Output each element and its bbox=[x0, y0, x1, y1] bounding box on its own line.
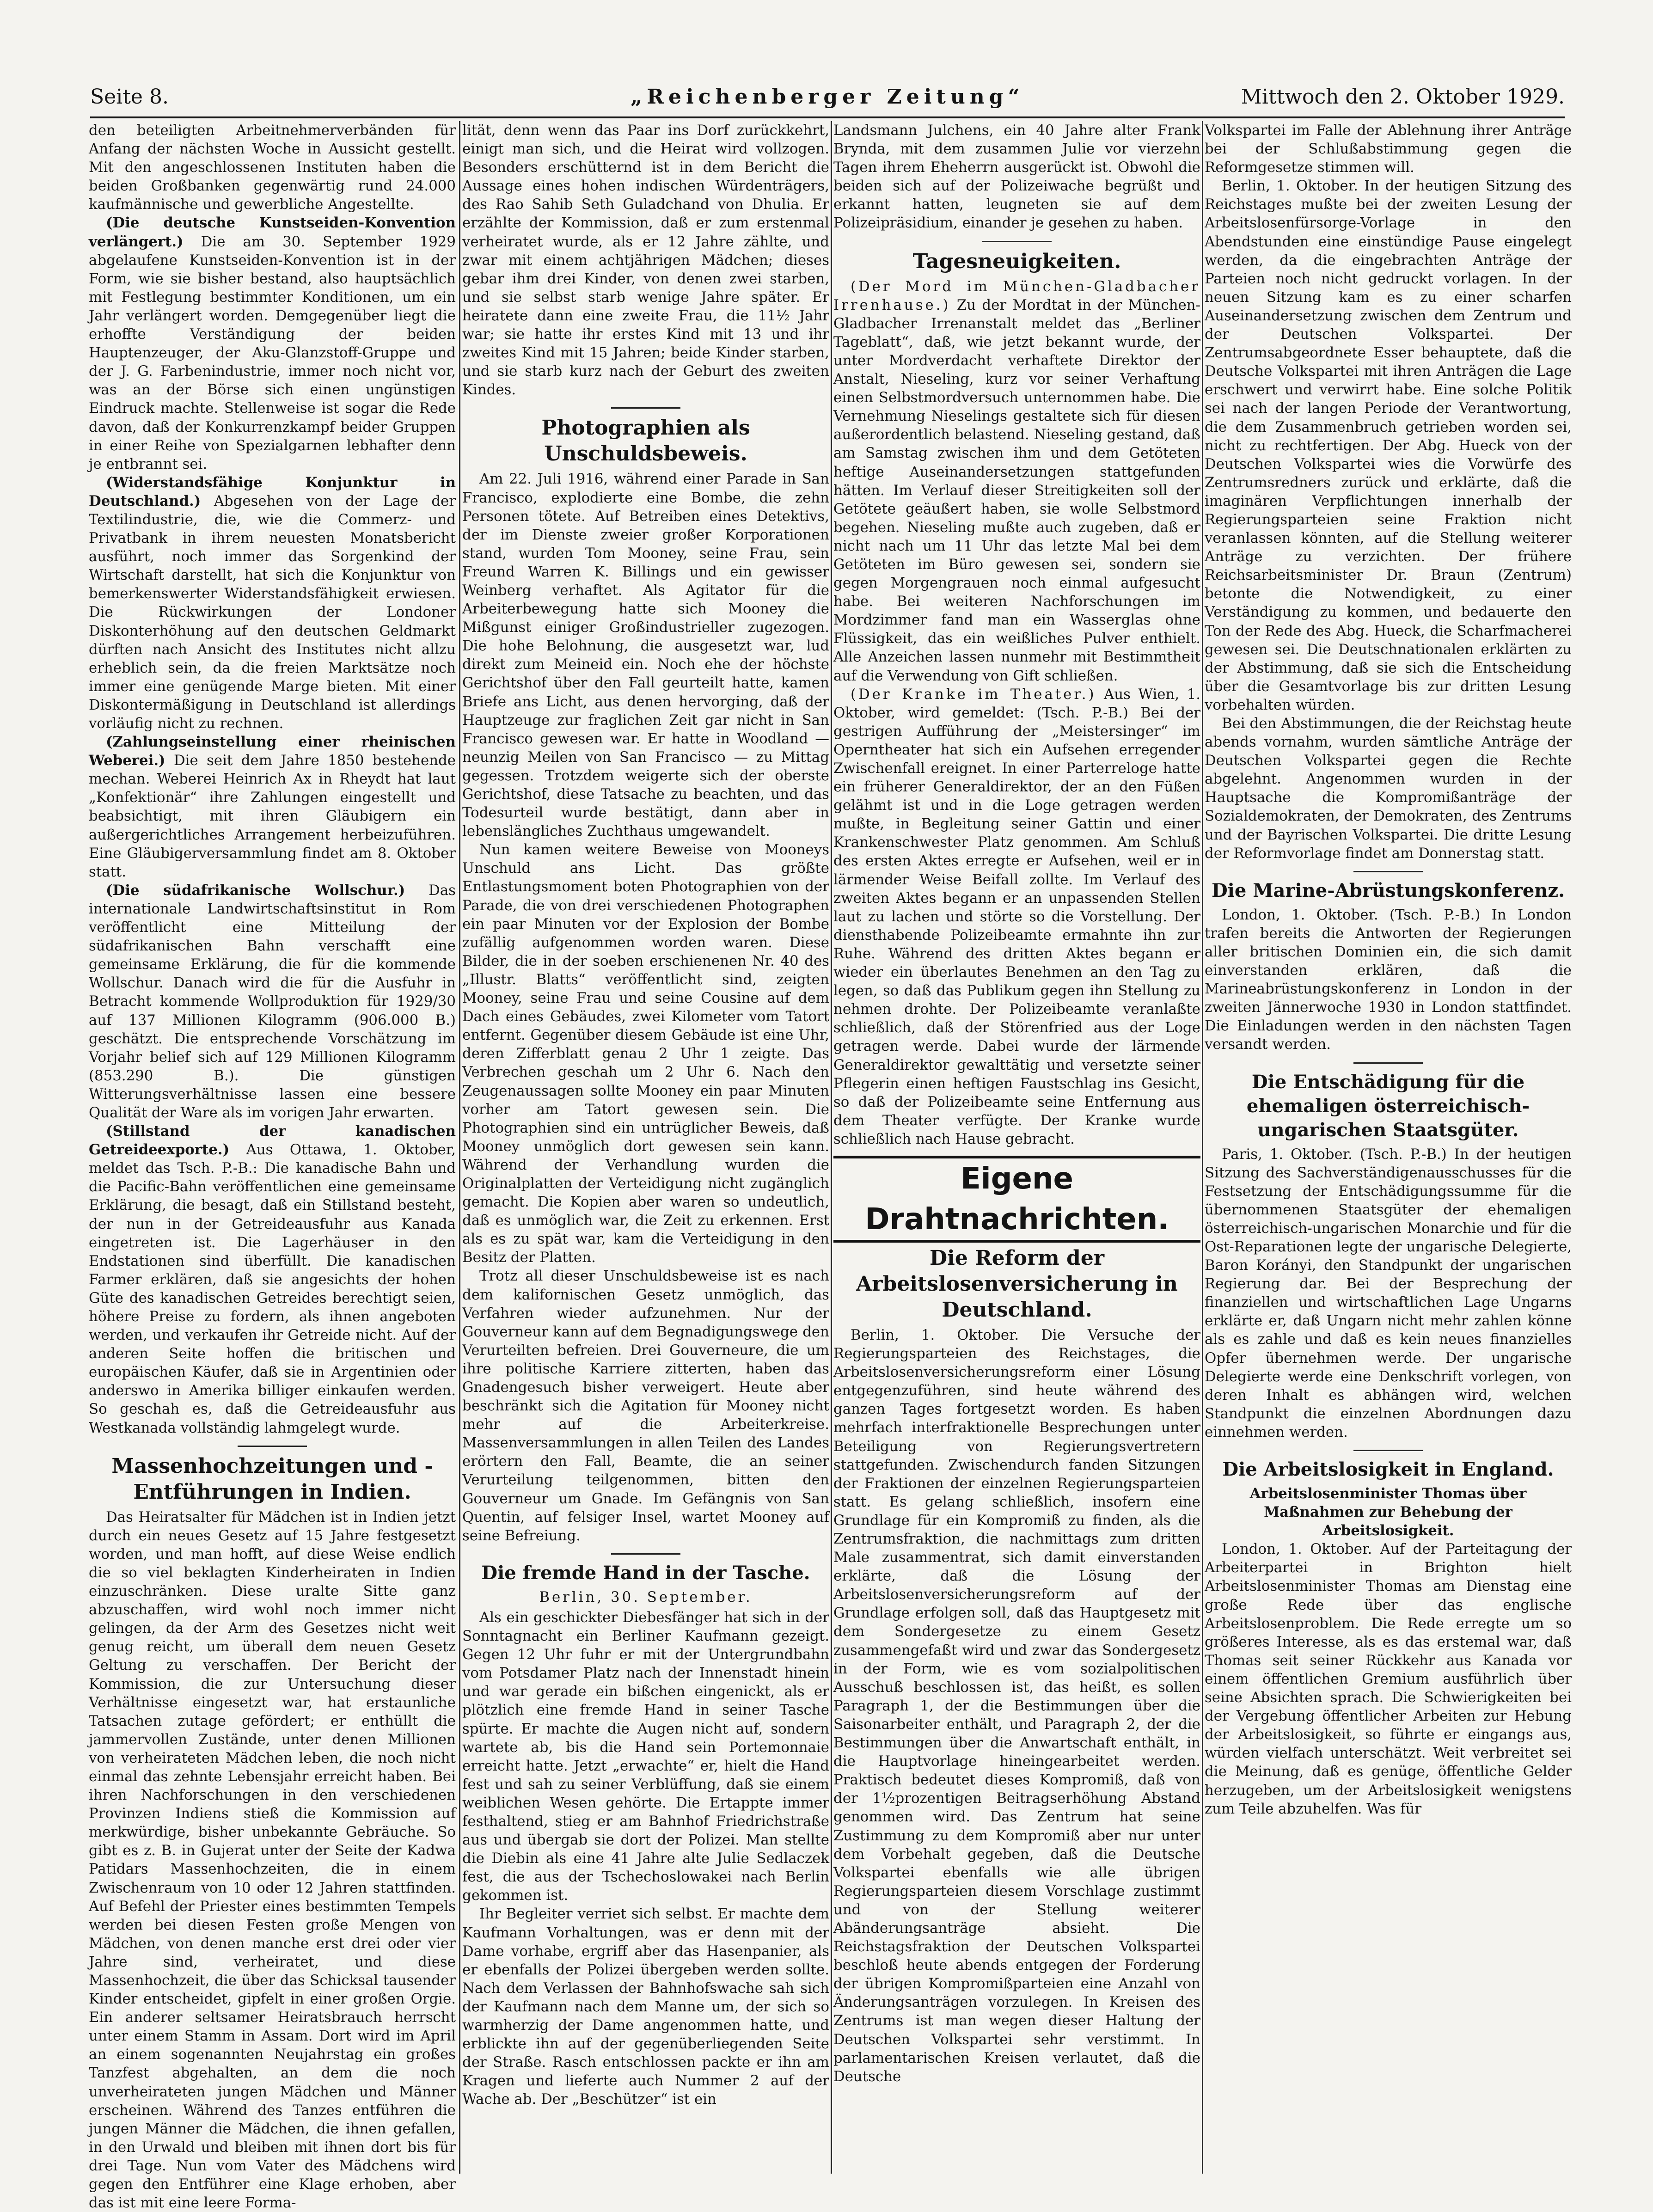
dateline: Berlin, 30. September. bbox=[539, 1588, 753, 1605]
paragraph: Ihr Begleiter verriet sich selbst. Er machte dem Kaufmann Vorhaltungen, was er denn mit der Dame vorhabe, ergriff aber das Hasenpanier, als er ebenfalls der Polizei übergeben werden sollte. Nach dem Verlassen der Bahnhofswache sah sich der Kaufmann nach dem Manne um, der sich so warmherzig der Dame angenommen hatte, und erblickte ihn auf der gegenüberliegenden Seite der Straße. Rasch entschlossen packte er ihn am Kragen und lieferte auch Nummer 2 auf der Wache ab. Der „Beschützer“ ist ein bbox=[462, 1906, 829, 2108]
paragraph: (Stillstand der kanadischen Getreideexporte.) Aus Ottawa, 1. Oktober, meldet das Tsch. P.-B.: Die kanadische Bahn und die Pacific-Bahn veröffentlichen eine gemeinsame Erklärung, die besagt, daß ein Stillstand besteht, der nun in der Getreideausfuhr aus Kanada eingetreten ist. Die Lagerhäuser in den Endstationen sind überfüllt. Die kanadischen Farmer erklären, daß sie angesichts der hohen Güte des kanadischen Getreides berechtigt seien, höhere Preise zu fordern, als ihnen angeboten werden, und verkaufen ihr Getreide nicht. Auf der anderen Seite hoffen die britischen und europäischen Käufer, daß sie in Argentinien oder anderswo in Amerika billiger einkaufen werden. So geschah es, daß die Getreideausfuhr aus Westkanada vollständig lahmgelegt wurde. bbox=[89, 1123, 456, 1436]
paragraph: lität, denn wenn das Paar ins Dorf zurückkehrt, einigt man sich, und die Heirat wird vollzogen. Besonders erschütternd ist in dem Bericht die Aussage eines hohen indischen Würdenträgers, des Rao Sahib Seth Guladchand von Dhulia. Er erzählte der Kommission, daß er zum erstenmal verheiratet wurde, als er 12 Jahre zählte, und zwar mit einem achtjährigen Mädchen; dieses gebar ihm drei Kinder, von denen zwei starben, und sie selbst starb wenige Jahre später. Er heiratete dann eine zweite Frau, die 11½ Jahr war; sie hatte ihr erstes Kind mit 13 und ihr zweites Kind mit 15 Jahren; beide Kinder starben, und sie starb kurz nach der Geburt des zweiten Kindes. bbox=[462, 122, 829, 398]
page-header bbox=[90, 81, 1565, 113]
paragraph: London, 1. Oktober. Auf der Parteitagung der Arbeiterpartei in Brighton hielt Arbeitslosenminister Thomas am Dienstag eine große Rede über das englische Arbeitslosenproblem. Die Rede erregte um so größeres Interesse, als es das erstemal war, daß Thomas seit seiner Rückkehr aus Kanada vor einem öffentlichen Gremium ausführlich über seine Absichten sprach. Die Schwierigkeiten bei der Vergebung öffentlicher Arbeiten zur Hebung der Arbeitslosigkeit, so führte er eingangs aus, würden vielfach unterschätzt. Weit verbreitet sei die Meinung, daß es genüge, öffentliche Gelder herzugeben, um der Arbeitslosigkeit wenigstens zum Teile abzuhelfen. Was für bbox=[1205, 1541, 1572, 1817]
article-headline: Photographien als Unschuldsbeweis. bbox=[541, 416, 750, 466]
column-2 bbox=[462, 121, 829, 2174]
section-headline: Tagesneuigkeiten. bbox=[912, 249, 1121, 273]
paragraph-heading: (Widerstandsfähige Konjunktur in Deutschland.) bbox=[89, 474, 456, 509]
section-banner: Eigene Drahtnachrichten. bbox=[833, 1156, 1200, 1243]
article-headline: Die fremde Hand in der Tasche. bbox=[481, 1562, 810, 1584]
paragraph-heading: (Der Kranke im Theater.) bbox=[850, 686, 1096, 703]
paragraph: Das Heiratsalter für Mädchen ist in Indien jetzt durch ein neues Gesetz auf 15 Jahre festgesetzt worden, und man hofft, auf diese Weise endlich die so viel beklagten Kinderheiraten in Indien einzuschränken. Diese uralte Sitte ganz abzuschaffen, wird wohl noch immer nicht gelingen, da der Arm des Gesetzes nicht weit genug reicht, um überall dem neuen Gesetz Geltung zu verschaffen. Der Bericht der Kommission, die zur Untersuchung dieser Verhältnisse eingesetzt war, hat erstaunliche Tatsachen zutage gefördert; er enthüllt die jammervollen Zustände, unter denen Millionen von verheirateten Mädchen leben, die noch nicht einmal das zehnte Lebensjahr erreicht haben. Bei ihren Nachforschungen in den verschiedenen Provinzen Indiens stieß die Kommission auf merkwürdige, bisher unbekannte Gebräuche. So gibt es z. B. in Gujerat unter der Seite der Kadwa Patidars Massenhochzeiten, die in einem Zwischenraum von 10 oder 12 Jahren stattfinden. Auf Befehl der Priester eines bestimmten Tempels werden bei diesen Festen große Mengen von Mädchen, von denen manche erst drei oder vier Jahre sind, verheiratet, und diese Massenhochzeit, die über das Schicksal tausender Kinder entscheidet, gipfelt in einer großen Orgie. Ein anderer seltsamer Heiratsbrauch herrscht unter einem Stamm in Assam. Dort wird im April an einem sogenannten Neujahrstag ein großes Tanzfest abgehalten, an dem die noch unverheirateten jungen Mädchen und Männer erscheinen. Während des Tanzes entführen die jungen Männer die Mädchen, die ihnen gefallen, in den Urwald und bleiben mit ihnen dort bis für drei Tage. Nun vom Vater des Mädchens wird gegen den Entführer eine Klage erhoben, aber das ist mit eine leere Forma- bbox=[89, 1508, 456, 2212]
paragraph-heading: (Zahlungseinstellung einer rheinischen Weberei.) bbox=[89, 734, 456, 769]
paragraph-heading: (Stillstand der kanadischen Getreideexporte.) bbox=[89, 1123, 456, 1158]
paragraph: (Die deutsche Kunstseiden-Konvention verlängert.) Die am 30. September 1929 abgelaufene Kunstseiden-Konvention ist in der Form, wie sie bisher bestand, also hauptsächlich mit Festlegung bestimmter Konditionen, um ein Jahr verlängert worden. Demgegenüber liegt die erhoffte Verständigung der beiden Hauptenzeuger, der Aku-Glanzstoff-Gruppe und der J. G. Farbenindustrie, immer noch nicht vor, was an der Börse sich einen ungünstigen Eindruck machte. Stellenweise ist sogar die Rede davon, daß der Konkurrenzkampf beider Gruppen in einer Reihe von Spezialgarnen lebhafter denn je entbrannt sei. bbox=[89, 214, 456, 472]
paragraph: (Der Kranke im Theater.) Aus Wien, 1. Oktober, wird gemeldet: (Tsch. P.-B.) Bei der gestrigen Aufführung der „Meistersinger“ im Operntheater hat sich ein Aufsehen erregender Zwischenfall ereignet. In einer Parterreloge hatte ein früherer Generaldirektor, der an den Füßen gelähmt ist und in die Loge getragen werden mußte, in Begleitung seiner Gattin und einer Krankenschwester Platz genommen. Am Schluß des ersten Aktes erregte er Aufsehen, weil er in lärmender Weise Beifall zollte. Im Verlauf des zweiten Aktes begann er an unpassenden Stellen laut zu lachen und störte so die Vorstellung. Der diensthabende Polizeibeamte ermahnte ihn zur Ruhe. Während des dritten Aktes begann er wieder ein überlautes Benehmen an den Tag zu legen, so daß das Publikum gegen ihn Stellung zu nehmen drohte. Der Polizeibeamte veranlaßte schließlich, daß der Störenfried aus der Loge getragen werde. Dabei wurde der lärmende Generaldirektor gewalttätig und versetzte seiner Pflegerin einen heftigen Faustschlag ins Gesicht, so daß der Polizeibeamte seine Entfernung aus dem Theater verfügte. Der Kranke wurde schließlich nach Hause gebracht. bbox=[833, 686, 1200, 1147]
paragraph-heading: (Die südafrikanische Wollschur.) bbox=[105, 882, 405, 899]
paragraph: Nun kamen weitere Beweise von Mooneys Unschuld ans Licht. Das größte Entlastungsmoment boten Photographien von der Parade, die von drei verschiedenen Photographen ein paar Minuten vor der Explosion der Bombe zufällig aufgenommen worden waren. Diese Bilder, die in der soeben erschienenen Nr. 40 des „Illustr. Blatts“ veröffentlicht sind, zeigten Mooney, seine Frau und seine Cousine auf dem Dach eines Gebäudes, zwei Kilometer vom Tatort entfernt. Gegenüber diesem Gebäude ist eine Uhr, deren Zifferblatt genau 2 Uhr 1 zeigte. Das Verbrechen geschah um 2 Uhr 6. Nach den Zeugenaussagen sollte Mooney ein paar Minuten vorher am Tatort gewesen sein. Die Photographien sind ein untrüglicher Beweis, daß Mooney unmöglich dort gewesen sein kann. Während der Verhandlung wurden die Originalplatten der Verteidigung nicht zugänglich gemacht. Die Kopien aber waren so undeutlich, daß es unmöglich war, die Zeit zu erkennen. Erst als es zu spät war, kam die Verteidigung in den Besitz der Platten. bbox=[462, 841, 829, 1266]
paragraph: den beteiligten Arbeitnehmerverbänden für Anfang der nächsten Woche in Aussicht gestellt. Mit den angeschlossenen Instituten haben die beiden Großbanken gegenwärtig rund 24.000 kaufmännische und gewerbliche Angestellte. bbox=[89, 122, 456, 213]
paragraph: Berlin, 1. Oktober. Die Versuche der Regierungsparteien des Reichstages, die Arbeitslosenversicherungsreform einer Lösung entgegenzuführen, sind heute während des ganzen Tages fortgesetzt worden. Es haben mehrfach interfraktionelle Besprechungen unter Beteiligung von Regierungsvertretern stattgefunden. Zwischendurch fanden Sitzungen der Fraktionen der einzelnen Regierungsparteien statt. Es gelang schließlich, insofern eine Grundlage für ein Kompromiß zu finden, als die Zentrumsfraktion, die nachmittags zum dritten Male zusammentrat, sich damit einverstanden erklärte, daß die Lösung der Arbeitslosenversicherungsreform auf der Grundlage erfolgen soll, daß das Hauptgesetz mit dem Sondergesetze zu einem Gesetz zusammengefaßt wird und zwar das Sondergesetz in der Form, wie es vom sozialpolitischen Ausschuß beschlossen ist, das heißt, es sollen Paragraph 1, der die Bestimmungen über die Saisonarbeiter enthält, und Paragraph 2, der die Bestimmungen über die Anwartschaft enthält, in die Hauptvorlage hineingearbeitet werden. Praktisch bedeutet dieses Kompromiß, daß von der 1½prozentigen Beitragserhöhung Abstand genommen wird. Das Zentrum hat seine Zustimmung zu dem Kompromiß aber nur unter dem Vorbehalt gegeben, daß die Deutsche Volkspartei ebenfalls wie alle übrigen Regierungsparteien diesem Vorschlage zustimmt und von der Stellung weiterer Abänderungsanträge absieht. Die Reichstagsfraktion der Deutschen Volkspartei beschloß heute abends entgegen der Forderung der übrigen Kompromißparteien eine Anzahl von Änderungsanträgen vorzulegen. In Kreisen des Zentrums ist man wegen dieser Haltung der Deutschen Volkspartei sehr verstimmt. In parlamentarischen Kreisen verlautet, daß die Deutsche bbox=[833, 1326, 1200, 2085]
article-headline: Massenhochzeitungen und -Entführungen in Indien. bbox=[111, 1454, 433, 1504]
paragraph: (Der Mord im München-Gladbacher Irrenhause.) Zu der Mordtat in der München-Gladbacher Irrenanstalt meldet das „Berliner Tageblatt“, daß, wie jetzt bekannt wurde, der unter Mordverdacht verhaftete Direktor der Anstalt, Nieseling, kurz vor seiner Verhaftung einen Selbstmordversuch unternommen habe. Die Vernehmung Nieselings gestaltete sich für diesen außerordentlich belastend. Nieseling gestand, daß am Samstag zwischen ihm und dem Getöteten heftige Auseinandersetzungen stattgefunden hätten. Im Verlauf dieser Streitigkeiten soll der Getötete geäußert haben, sie wolle Selbstmord begehen. Nieseling mußte auch zugeben, daß er nicht nach um 11 Uhr das letzte Mal bei dem Getöteten im Büro gewesen sei, sondern sie gegen Morgengrauen noch einmal aufgesucht habe. Bei weiteren Nachforschungen im Mordzimmer fand man ein Wasserglas ohne Flüssigkeit, das ein weißliches Pulver enthielt. Alle Anzeichen lassen nunmehr mit Bestimmtheit auf die Verwendung von Gift schließen. bbox=[833, 278, 1200, 684]
paragraph: (Zahlungseinstellung einer rheinischen Weberei.) Die seit dem Jahre 1850 bestehende mechan. Weberei Heinrich Ax in Rheydt hat laut „Konfektionär“ ihre Zahlungen eingestellt und beabsichtigt, mit ihren Gläubigern ein außergerichtliches Arrangement herbeizuführen. Eine Gläubigerversammlung findet am 8. Oktober statt. bbox=[89, 734, 456, 880]
section-divider bbox=[1353, 1450, 1423, 1451]
paragraph: London, 1. Oktober. (Tsch. P.-B.) In London trafen bereits die Antworten der Regierungen aller britischen Dominien ein, die sich damit einverstanden erklären, daß die Marineabrüstungskonferenz in London in der zweiten Jännerwoche 1930 in London stattfindet. Die Einladungen werden in den nächsten Tagen versandt werden. bbox=[1205, 906, 1572, 1053]
paragraph-heading: (Die deutsche Kunstseiden-Konvention verlängert.) bbox=[89, 214, 456, 250]
article-subheadline: Arbeitslosenminister Thomas über Maßnahmen zur Behebung der Arbeitslosigkeit. bbox=[1249, 1485, 1527, 1539]
paragraph: Berlin, 1. Oktober. In der heutigen Sitzung des Reichstages mußte bei der zweiten Lesung der Arbeitslosenfürsorge-Vorlage in den Abendstunden eine einstündige Pause eingelegt werden, da die eingebrachten Anträge der Parteien noch nicht gedruckt vorlagen. In der neuen Sitzung kam es zu einer scharfen Auseinandersetzung zwischen dem Zentrum und der Deutschen Volkspartei. Der Zentrumsabgeordnete Esser behauptete, daß die Deutsche Volkspartei mit ihren Anträgen die Lage erschwert und verwirrt habe. Eine solche Politik sei nach der langen Periode der Verantwortung, die dem Zusammenbruch getrieben worden sei, nicht zu rechtfertigen. Der Abg. Hueck von der Deutschen Volkspartei wies die Vorwürfe des Zentrumsredners zurück und erklärte, daß die imaginären Verpflichtungen innerhalb der Regierungsparteien seine Fraktion nicht veranlassen könnten, auf die Stellung weiterer Anträge zu verzichten. Der frühere Reichsarbeitsminister Dr. Braun (Zentrum) betonte die Notwendigkeit, zu einer Verständigung zu kommen, und bedauerte den Ton der Rede des Abg. Hueck, die Scharfmacherei gewesen sei. Die Deutschnationalen erklärten zu der Abstimmung, daß sie sich die Entscheidung über die Gesamtvorlage bis zur dritten Lesung vorbehalten würden. bbox=[1205, 178, 1572, 713]
section-divider bbox=[1353, 871, 1423, 872]
section-divider bbox=[982, 241, 1052, 242]
paragraph: Als ein geschickter Diebesfänger hat sich in der Sonntagnacht ein Berliner Kaufmann gezeigt. Gegen 12 Uhr fuhr er mit der Untergrundbahn vom Potsdamer Platz nach der Innenstadt hinein und war gerade ein bißchen eingenickt, als er plötzlich eine fremde Hand in seiner Tasche spürte. Er machte die Augen nicht auf, sondern wartete ab, bis die Hand sein Portemonnaie erreicht hatte. Jetzt „erwachte“ er, hielt die Hand fest und sah zu seiner Verblüffung, daß sie einem weiblichen Wesen gehörte. Die Ertappte immer festhaltend, stieg er am Bahnhof Friedrichstraße aus und übergab sie dort der Polizei. Man stellte die Diebin als eine 41 Jahre alte Julie Sedlaczek fest, die aus der Tschechoslowakei nach Berlin gekommen ist. bbox=[462, 1609, 829, 1904]
column-1 bbox=[89, 121, 456, 2212]
paragraph: Am 22. Juli 1916, während einer Parade in San Francisco, explodierte eine Bombe, die zehn Personen tötete. Auf Betreiben eines Detektivs, der im Dienste zweier großer Korporationen stand, wurden Tom Mooney, seine Frau, sein Freund Warren K. Billings und ein gewisser Weinberg verhaftet. Als Agitator für die Arbeiterbewegung hatte sich Mooney die Mißgunst einiger Großindustrieller zugezogen. Die hohe Belohnung, die ausgesetzt war, lud direkt zum Meineid ein. Noch ehe der höchste Gerichtshof über den Fall geurteilt hatte, kamen Briefe ans Licht, aus denen hervorging, daß der Hauptzeuge zur fraglichen Zeit gar nicht in San Francisco gewesen war. Er hatte in Woodland — neunzig Meilen von San Francisco — zu Mittag gegessen. Trotzdem weigerte sich der oberste Gerichtshof, diese Tatsache zu beachten, und das Todesurteil wurde bestätigt, dann aber in lebenslängliches Zuchthaus umgewandelt. bbox=[462, 471, 829, 840]
paragraph: Landsmann Julchens, ein 40 Jahre alter Frank Brynda, mit dem zusammen Julie vor vierzehn Tagen ihrem Eheherrn ausgerückt ist. Obwohl die beiden sich auf der Polizeiwache begrüßt und erkannt hatten, leugneten sie auf dem Polizeipräsidium, einander je gesehen zu haben. bbox=[833, 122, 1200, 232]
article-headline: Die Entschädigung für die ehemaligen österreichisch-ungarischen Staatsgüter. bbox=[1246, 1071, 1530, 1141]
article-headline: Die Arbeitslosigkeit in England. bbox=[1222, 1458, 1554, 1480]
column-rule bbox=[459, 121, 460, 2174]
header-rule bbox=[90, 116, 1565, 118]
paragraph: Paris, 1. Oktober. (Tsch. P.-B.) In der heutigen Sitzung des Sachverständigenausschusses für die Festsetzung der Entschädigungssumme für die übernommenen Staatsgüter der ehemaligen österreichisch-ungarischen Monarchie und für die Ost-Reparationen legte der ungarische Delegierte, Baron Korányi, den Standpunkt der ungarischen Regierung dar. Bei der Besprechung der finanziellen und wirtschaftlichen Lage Ungarns erklärte er, daß Ungarn nicht mehr zahlen könne als es zahle und daß es kein neues finanzielles Opfer übernehmen werde. Der ungarische Delegierte werde eine Denkschrift vorlegen, von deren Inhalt es abhängen wird, welchen Standpunkt die einzelnen Abordnungen dazu einnehmen werden. bbox=[1205, 1146, 1572, 1440]
section-divider bbox=[238, 1446, 307, 1447]
paragraph-heading: (Der Mord im München-Gladbacher Irrenhause.) bbox=[833, 278, 1200, 313]
issue-date: Mittwoch den 2. Oktober 1929. bbox=[1241, 85, 1565, 109]
column-3 bbox=[833, 121, 1200, 2174]
paragraph: (Widerstandsfähige Konjunktur in Deutschland.) Abgesehen von der Lage der Textilindustrie, die, wie die Commerz- und Privatbank in ihrem neuesten Monatsbericht ausführt, noch immer das Sorgenkind der Wirtschaft darstellt, hat sich die Konjunktur von bemerkenswerter Widerstandsfähigkeit erwiesen. Die Rückwirkungen der Londoner Diskonterhöhung auf den deutschen Geldmarkt dürften nach Ansicht des Institutes nicht allzu erheblich sein, da die freien Marktsätze noch immer eine genügende Marge bieten. Mit einer Diskontermäßigung in Deutschland ist allerdings vorläufig nicht zu rechnen. bbox=[89, 474, 456, 732]
article-headline: Die Reform der Arbeitslosenversicherung in Deutschland. bbox=[856, 1246, 1178, 1322]
section-divider bbox=[611, 407, 680, 409]
page-number: Seite 8. bbox=[90, 85, 169, 109]
paragraph: Bei den Abstimmungen, die der Reichstag heute abends vornahm, wurden sämtliche Anträge der Deutschen Volkspartei gegen die Rechte abgelehnt. Angenommen wurden in der Hauptsache die Kompromißanträge der Sozialdemokraten, der Demokraten, des Zentrums und der Bayrischen Volkspartei. Die dritte Lesung der Reformvorlage findet am Donnerstag statt. bbox=[1205, 715, 1572, 862]
section-divider bbox=[1353, 1062, 1423, 1064]
article-headline: Die Marine-Abrüstungskonferenz. bbox=[1211, 879, 1565, 901]
paragraph: (Die südafrikanische Wollschur.) Das internationale Landwirtschaftsinstitut in Rom veröffentlicht eine Mitteilung der südafrikanischen Bahn verschafft eine gemeinsame Erklärung, die für die kommende Wollschur. Danach wird die für die Ausfuhr in Betracht kommende Wollproduktion für 1929/30 auf 137 Millionen Kilogramm (906.000 B.) geschätzt. Die entsprechende Vorschätzung im Vorjahr belief sich auf 129 Millionen Kilogramm (853.290 B.). Die günstigen Witterungsverhältnisse lassen eine bessere Qualität der Ware als im vorigen Jahr erwarten. bbox=[89, 882, 456, 1121]
paragraph: Trotz all dieser Unschuldsbeweise ist es nach dem kalifornischen Gesetz unmöglich, das Verfahren wieder aufzunehmen. Nur der Gouverneur kann auf dem Begnadigungswege den Verurteilten befreien. Drei Gouverneure, die um ihre politische Karriere zitterten, haben das Gnadengesuch bisher verweigert. Heute aber beschränkt sich die Agitation für Mooney nicht mehr auf die Arbeiterkreise. Massenversammlungen in allen Teilen des Landes erörtern den Fall, Beamte, die an seiner Verurteilung teilgenommen, bitten den Gouverneur um Gnade. Im Gefängnis von San Quentin, auf felsiger Insel, wartet Mooney auf seine Befreiung. bbox=[462, 1268, 829, 1544]
section-divider bbox=[611, 1553, 680, 1555]
column-4 bbox=[1205, 121, 1572, 2174]
column-rule bbox=[831, 121, 832, 2174]
paragraph: Volkspartei im Falle der Ablehnung ihrer Anträge bei der Schlußabstimmung gegen die Reformgesetze stimmen will. bbox=[1205, 122, 1572, 176]
column-rule bbox=[1202, 121, 1203, 2174]
newspaper-title: „Reichenberger Zeitung“ bbox=[631, 85, 1024, 109]
